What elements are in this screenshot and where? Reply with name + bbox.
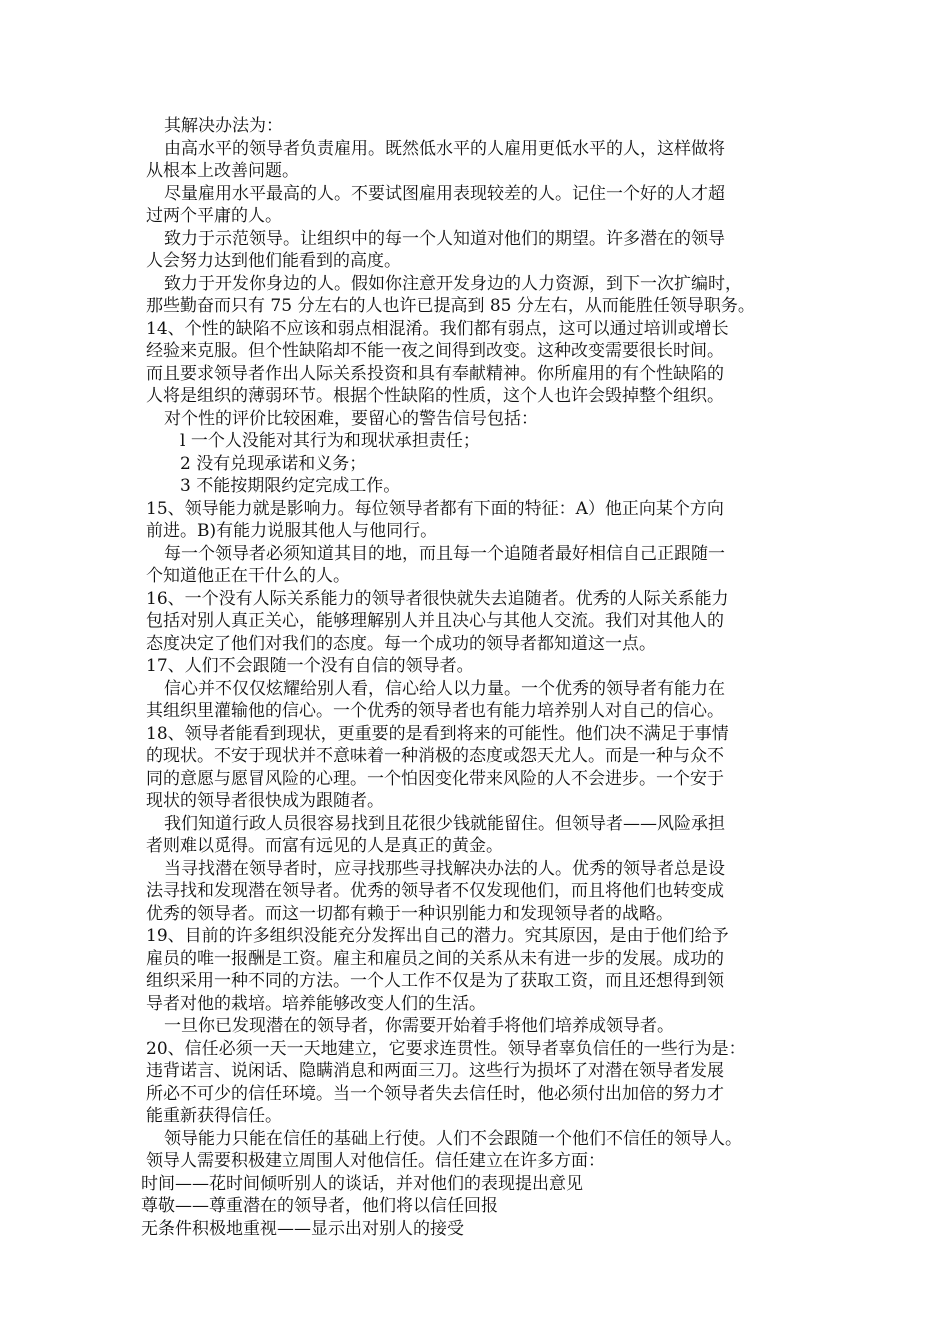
text-line: 违背诺言、说闲话、隐瞒消息和两面三刀。这些行为损坏了对潜在领导者发展 bbox=[146, 1061, 724, 1081]
text-line: 那些勤奋而只有 75 分左右的人也许已提高到 85 分左右，从而能胜任领导职务。 bbox=[146, 296, 755, 316]
text-line: 的现状。不安于现状并不意味着一种消极的态度或怨天尤人。而是一种与众不 bbox=[146, 746, 724, 766]
text-line: 20、信任必须一天一天地建立，它要求连贯性。领导者辜负信任的一些行为是： bbox=[146, 1038, 746, 1059]
text-line: 包括对别人真正关心，能够理解别人并且决心与其他人交流。我们对其他人的 bbox=[146, 611, 724, 631]
text-line: l 一个人没能对其行为和现状承担责任； bbox=[180, 431, 480, 451]
text-line: 信心并不仅仅炫耀给别人看，信心给人以力量。一个优秀的领导者有能力在 bbox=[164, 678, 725, 699]
text-line: 现状的领导者很快成为跟随者。 bbox=[146, 791, 384, 811]
text-line: 者则难以觅得。而富有远见的人是真正的黄金。 bbox=[146, 836, 503, 856]
text-line: 领导能力只能在信任的基础上行使。人们不会跟随一个他们不信任的领导人。 bbox=[164, 1128, 742, 1149]
text-line: 前进。B)有能力说服其他人与他同行。 bbox=[146, 521, 438, 541]
text-line: 态度决定了他们对我们的态度。每一个成功的领导者都知道这一点。 bbox=[146, 633, 656, 654]
text-line: 雇员的唯一报酬是工资。雇主和雇员之间的关系从未有进一步的发展。成功的 bbox=[146, 948, 724, 969]
text-line: 同的意愿与愿冒风险的心理。一个怕因变化带来风险的人不会进步。一个安于 bbox=[146, 768, 724, 789]
text-line: 其解决办法为： bbox=[164, 116, 283, 136]
text-line: 其组织里灌输他的信心。一个优秀的领导者也有能力培养别人对自己的信心。 bbox=[146, 701, 724, 721]
text-line: 时间——花时间倾听别人的谈话，并对他们的表现提出意见 bbox=[141, 1173, 583, 1194]
text-line: 15、领导能力就是影响力。每位领导者都有下面的特征：A）他正向某个方向 bbox=[146, 498, 724, 519]
text-line: 2 没有兑现承诺和义务； bbox=[180, 453, 367, 474]
text-line: 法寻找和发现潜在领导者。优秀的领导者不仅发现他们，而且将他们也转变成 bbox=[146, 881, 724, 901]
text-line: 当寻找潜在领导者时，应寻找那些寻找解决办法的人。优秀的领导者总是设 bbox=[164, 858, 725, 879]
text-line: 16、一个没有人际关系能力的领导者很快就失去追随者。优秀的人际关系能力 bbox=[146, 588, 729, 609]
text-line: 对个性的评价比较困难，要留心的警告信号包括： bbox=[164, 408, 538, 429]
text-line: 每一个领导者必须知道其目的地，而且每一个追随者最好相信自己正跟随一 bbox=[164, 543, 725, 564]
text-line: 由高水平的领导者负责雇用。既然低水平的人雇用更低水平的人，这样做将 bbox=[164, 138, 725, 159]
text-line: 19、目前的许多组织没能充分发挥出自己的潜力。究其原因，是由于他们给予 bbox=[146, 926, 729, 946]
text-line: 领导人需要积极建立周围人对他信任。信任建立在许多方面： bbox=[146, 1151, 605, 1171]
text-line: 致力于示范领导。让组织中的每一个人知道对他们的期望。许多潜在的领导 bbox=[164, 228, 725, 249]
text-line: 无条件积极地重视——显示出对别人的接受 bbox=[141, 1218, 464, 1239]
text-line: 人将是组织的薄弱环节。根据个性缺陷的性质，这个人也许会毁掉整个组织。 bbox=[146, 386, 724, 406]
text-line: 人会努力达到他们能看到的高度。 bbox=[146, 251, 401, 271]
text-line: 而且要求领导者作出人际关系投资和具有奉献精神。你所雇用的有个性缺陷的 bbox=[146, 363, 724, 384]
text-line: 尽量雇用水平最高的人。不要试图雇用表现较差的人。记住一个好的人才超 bbox=[164, 183, 725, 204]
text-line: 18、领导者能看到现状，更重要的是看到将来的可能性。他们决不满足于事情 bbox=[146, 723, 729, 744]
text-line: 组织采用一种不同的方法。一个人工作不仅是为了获取工资，而且还想得到领 bbox=[146, 971, 724, 991]
text-line: 尊敬——尊重潜在的领导者，他们将以信任回报 bbox=[141, 1196, 498, 1216]
text-line: 个知道他正在干什么的人。 bbox=[146, 566, 350, 586]
document-body bbox=[141, 115, 821, 1240]
text-line: 3 不能按期限约定完成工作。 bbox=[180, 476, 401, 496]
text-line: 所必不可少的信任环境。当一个领导者失去信任时，他必须付出加倍的努力才 bbox=[146, 1083, 724, 1104]
text-line: 能重新获得信任。 bbox=[146, 1106, 282, 1126]
text-line: 17、人们不会跟随一个没有自信的领导者。 bbox=[146, 656, 474, 676]
text-line: 致力于开发你身边的人。假如你注意开发身边的人力资源，到下一次扩编时， bbox=[164, 273, 742, 294]
text-line: 14、个性的缺陷不应该和弱点相混淆。我们都有弱点，这可以通过培训或增长 bbox=[146, 318, 729, 339]
text-line: 我们知道行政人员很容易找到且花很少钱就能留住。但领导者——风险承担 bbox=[164, 813, 725, 834]
text-line: 经验来克服。但个性缺陷却不能一夜之间得到改变。这种改变需要很长时间。 bbox=[146, 341, 724, 361]
text-line: 一旦你已发现潜在的领导者，你需要开始着手将他们培养成领导者。 bbox=[164, 1016, 674, 1036]
text-line: 从根本上改善问题。 bbox=[146, 161, 299, 181]
text-line: 过两个平庸的人。 bbox=[146, 206, 282, 226]
text-line: 导者对他的栽培。培养能够改变人们的生活。 bbox=[146, 993, 486, 1014]
text-line: 优秀的领导者。而这一切都有赖于一种识别能力和发现领导者的战略。 bbox=[146, 903, 673, 924]
